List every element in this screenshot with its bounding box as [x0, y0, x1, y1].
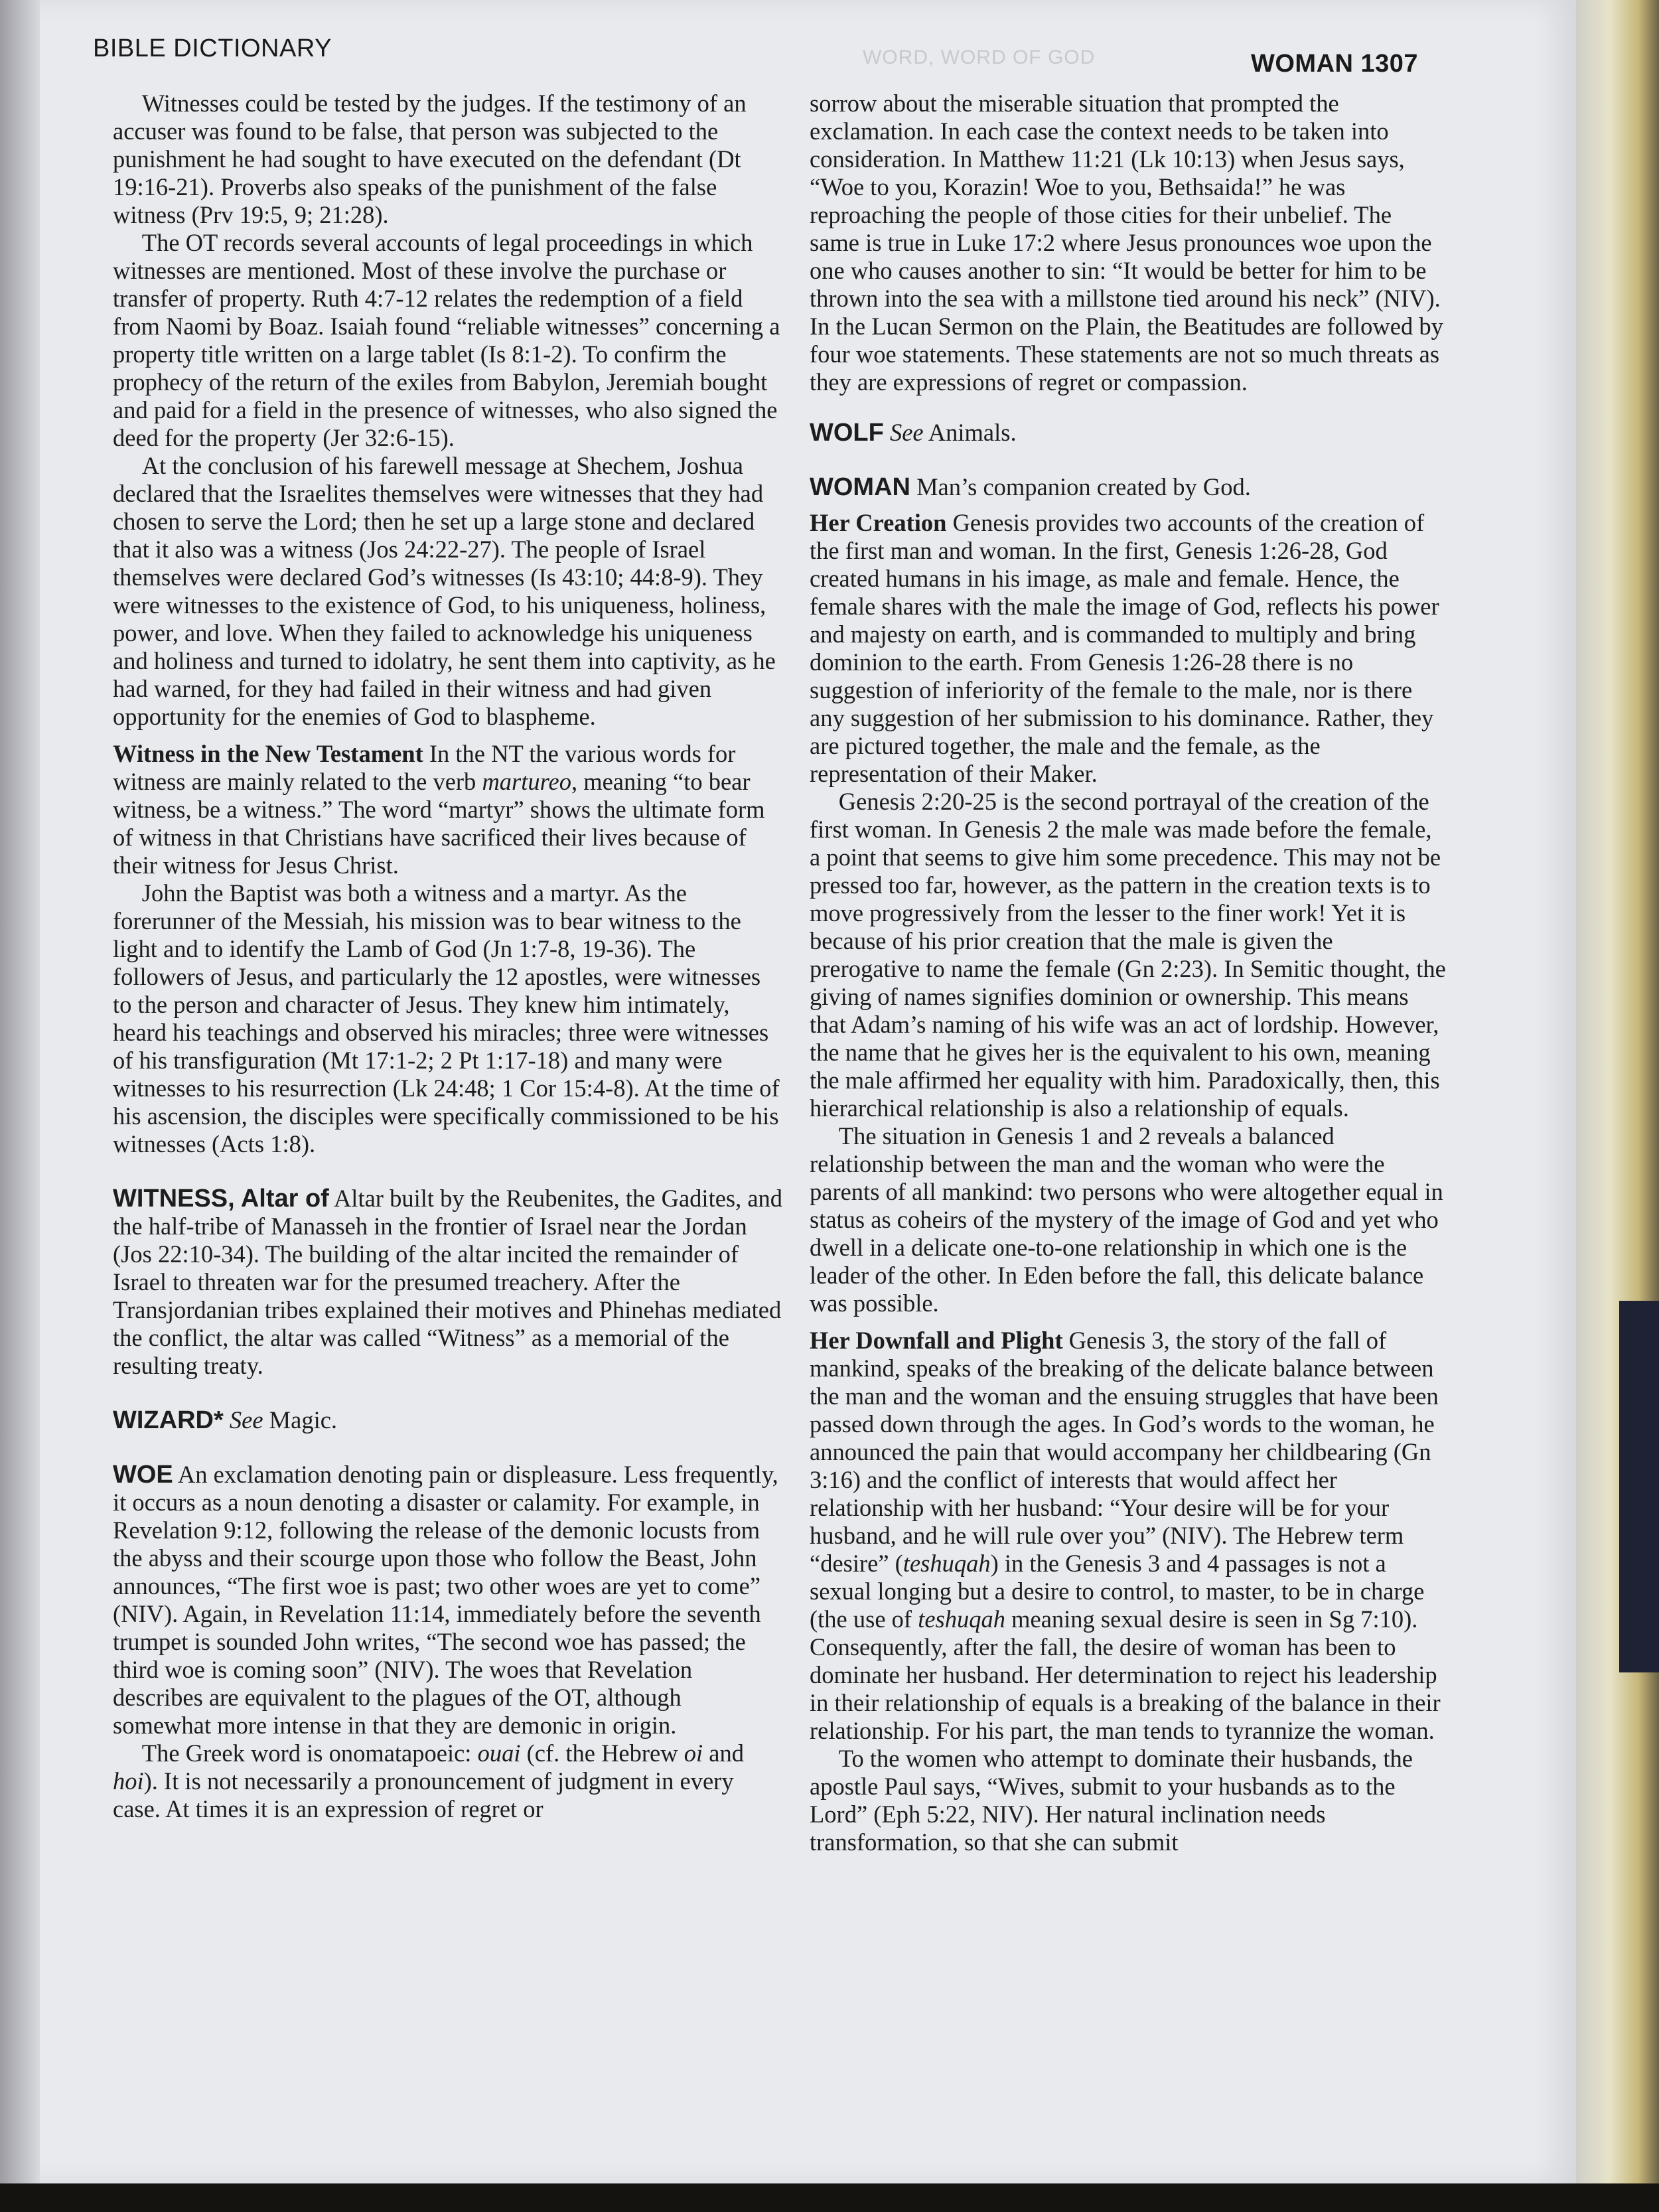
woe-text-b: ). Again, in Revelation 11:14, immediately before the seventh trumpet is sounded John writes, “The second woe has passed; the third woe is coming soon” ( — [113, 1600, 761, 1683]
woe-paragraph-2 — [113, 1739, 783, 1823]
downfall-paragraph-1 — [810, 1327, 1447, 1745]
downfall-d: meaning sexual desire is seen in Sg 7:10). Consequently, after the fall, the desire of woman has been to dominate her husband. Her determination to reject his leadership in their relationship of equals is a breaking of the balance in their relationship. For his part, the man tends to tyrannize the woman. — [810, 1605, 1441, 1744]
entry-woe — [113, 1461, 783, 1823]
running-head-left: BIBLE DICTIONARY — [93, 35, 332, 62]
woe-paragraph-1 — [113, 1461, 783, 1739]
downfall-c: ) in the Genesis 3 and 4 passages is not a sexual longing but a desire to control, to master, to be in charge (the use of — [810, 1550, 1425, 1633]
woe-headword: WOE — [113, 1461, 173, 1489]
nt-text-b: , meaning “to bear witness, be a witness.” The word “martyr” shows the ultimate form of witness in that Christians have sacrificed their lives because of their witness for Jesus Christ. — [113, 768, 765, 879]
woe-cont-b: ). In the Lucan Sermon on the Plain, the Beatitudes are followed by four woe statements. These statements are not so much threats as they are expressions of regret or compassion. — [810, 285, 1443, 396]
wizard-cross-reference[interactable]: Magic. — [269, 1406, 338, 1434]
entry-woman — [810, 473, 1447, 1856]
creation-paragraph-1 — [810, 509, 1447, 788]
running-head-right: WOMAN 1307 — [1251, 50, 1419, 78]
downfall-b: ). The Hebrew term “desire” ( — [810, 1522, 1404, 1577]
creation-paragraph-3: The situation in Genesis 1 and 2 reveals a balanced relationship between the man and the woman who were the parents of all mankind: two persons who were altogether equal in status as coheirs of the mystery of the image of God and yet who dwell in a delicate one-to-one relationship in which one is the leader of the other. In Eden before the fall, this delicate balance was possible. — [810, 1122, 1443, 1317]
woe-text-c: ). The woes that Revelation describes are equivalent to the plagues of the OT, although somewhat more intense in that they are demonic in origin. — [113, 1656, 693, 1739]
woe-p2-d: ). It is not necessarily a pronouncement of judgment in every case. At times it is an expression of regret or — [113, 1767, 734, 1822]
woe-continued — [810, 90, 1447, 396]
show-through-text: WORD, WORD OF GOD — [863, 46, 1096, 68]
entry-witness-altar — [113, 1185, 783, 1380]
niv-abbrev: NIV — [382, 1656, 426, 1683]
downfall-a: Genesis 3, the story of the fall of mankind, speaks of the breaking of the delicate balance between the man and the woman and the ensuing struggles that have been passed down through the ages. In God’s words to the woman, he announced the pain that would accompany her childbearing (Gn 3:16) and the conflict of interests that would affect her relationship with her husband: “Your desire will be for your husband, and he will rule over you” ( — [810, 1327, 1439, 1549]
hebrew-teshuqah: teshuqah — [902, 1550, 991, 1577]
left-column — [113, 90, 783, 1823]
woman-headword: WOMAN — [810, 473, 910, 501]
nt-subhead: Witness in the New Testament — [113, 740, 423, 767]
wolf-cross-reference[interactable]: Animals. — [928, 419, 1017, 446]
hebrew-oi: oi — [684, 1739, 703, 1767]
altar-paragraph — [113, 1185, 783, 1380]
woe-cont-a: sorrow about the miserable situation that prompted the exclamation. In each case the context needs to be taken into consideration. In Matthew 11:21 (Lk 10:13) when Jesus says, “Woe to you, Korazin! Woe to you, Bethsaida!” he was reproaching the people of those cities for their unbelief. The same is true in Luke 17:2 where Jesus pronounces woe upon the one who causes another to sin: “It would be better for him to be thrown into the sea with a millstone tied around his neck” ( — [810, 90, 1432, 312]
woman-def-text: Man’s companion created by God. — [916, 473, 1251, 500]
woe-p2-b: (cf. the Hebrew — [520, 1739, 684, 1767]
downfall-p2-b: ). Her natural inclination needs transformation, so that she can submit — [810, 1801, 1326, 1856]
greek-ouai: ouai — [477, 1739, 521, 1767]
nt-text-a: In the NT the various words for witness are mainly related to the verb — [113, 740, 736, 795]
nt-paragraph-1 — [113, 740, 783, 879]
woe-text-a: An exclamation denoting pain or displeasure. Less frequently, it occurs as a noun denoting a disaster or calamity. For example, in Revelation 9:12, following the release of the demonic locusts from the abyss and their scourge upon those who follow the Beast, John announces, “The first woe is past; two other woes are yet to come” ( — [113, 1461, 778, 1627]
downfall-paragraph-2 — [810, 1745, 1447, 1856]
entry-wolf — [810, 419, 1447, 447]
niv-abbrev: NIV — [1383, 285, 1427, 312]
woe-p2-c: and — [703, 1739, 744, 1767]
altar-headword: WITNESS, Altar of — [113, 1185, 329, 1213]
nt-greek-word: martureo — [482, 768, 571, 795]
right-column — [810, 90, 1447, 1856]
thumb-index-tab — [1619, 1301, 1659, 1672]
woman-definition — [810, 473, 1447, 501]
wolf-headword: WOLF — [810, 419, 884, 447]
creation-text-1: Genesis provides two accounts of the creation of the first man and woman. In the first, Genesis 1:26-28, God created humans in his image, as male and female. Hence, the female shares with the male the image of God, reflects his power and majesty on earth, and is commanded to multiply and bring dominion to the earth. From Genesis 1:26-28 there is no suggestion of inferiority of the female to the male, nor is there any suggestion of her submission to his dominance. Rather, they are pictured together, the male and the female, as the representation of their Maker. — [810, 509, 1439, 787]
niv-abbrev: NIV — [1170, 1522, 1214, 1549]
hebrew-hoi: hoi — [113, 1767, 144, 1795]
wizard-headword: WIZARD* — [113, 1406, 224, 1434]
altar-text: Altar built by the Reubenites, the Gadites, and the half-tribe of Manasseh in the frontier of Israel near the Jordan (Jos 22:10-34). The building of the altar incited the remainder of Israel to threaten war for the presumed treachery. After the Transjordanian tribes explained their motives and Phinehas mediated the conflict, the altar was called “Witness” as a memorial of the resulting treaty. — [113, 1185, 783, 1379]
niv-abbrev: NIV — [121, 1600, 165, 1627]
page-gutter — [0, 0, 40, 2183]
page-edges — [1576, 0, 1659, 2212]
creation-paragraph-2: Genesis 2:20-25 is the second portrayal of the creation of the first woman. In Genesis 2 the male was made before the female, a point that seems to give him some precedence. This may not be pressed too far, however, as the pattern in the creation texts is to move progressively from the lesser to the finer work! Yet it is because of his prior creation that the male is given the prerogative to name the female (Gn 2:23). In Semitic thought, the giving of names signifies dominion or ownership. This means that Adam’s naming of his wife was an act of lordship. However, the name that he gives her is the equivalent to his own, meaning the male affirmed her equality with him. Paradoxically, then, this hierarchical relationship is also a relationship of equals. — [810, 788, 1446, 1122]
witness-paragraph-3: At the conclusion of his farewell message at Shechem, Joshua declared that the Israelites themselves were witnesses that they had chosen to serve the Lord; then he set up a large stone and declared that it also was a witness (Jos 24:22-27). The people of Israel themselves were declared God’s witnesses (Is 43:10; 44:8-9). They were witnesses to the existence of God, to his uniqueness, holiness, power, and love. When they failed to acknowledge his uniqueness and holiness and turned to idolatry, he sent them into captivity, as he had warned, for they had failed in their witness and had given opportunity for the enemies of God to blaspheme. — [113, 452, 776, 730]
downfall-subhead: Her Downfall and Plight — [810, 1327, 1063, 1354]
downfall-p2-a: To the women who attempt to dominate their husbands, the apostle Paul says, “Wives, submit to your husbands as to the Lord” (Eph 5:22, — [810, 1745, 1413, 1828]
wizard-paragraph — [113, 1406, 783, 1434]
wolf-see: See — [889, 419, 924, 446]
woe-p2-a: The Greek word is onomatapoeic: — [141, 1739, 478, 1767]
wizard-see: See — [229, 1406, 263, 1434]
witness-paragraph-2: The OT records several accounts of legal proceedings in which witnesses are mentioned. Most of these involve the purchase or transfer of property. Ruth 4:7-12 relates the redemption of a field from Naomi by Boaz. Isaiah found “reliable witnesses” concerning a property title written on a large tablet (Is 8:1-2). To confirm the prophecy of the return of the exiles from Babylon, Jeremiah bought and paid for a field in the presence of witnesses, who also signed the deed for the property (Jer 32:6-15). — [113, 229, 780, 451]
creation-subhead: Her Creation — [810, 509, 947, 536]
wolf-paragraph — [810, 419, 1447, 447]
table-surface — [0, 2183, 1659, 2212]
nt-paragraph-2: John the Baptist was both a witness and a martyr. As the forerunner of the Messiah, his mission was to bear witness to the light and to identify the Lamb of God (Jn 1:7-8, 19-36). The followers of Jesus, and particularly the 12 apostles, were witnesses to the person and character of Jesus. They knew him intimately, heard his teachings and observed his miracles; three were witnesses of his transfiguration (Mt 17:1-2; 2 Pt 1:17-18) and many were witnesses to his resurrection (Lk 24:48; 1 Cor 15:4-8). At the time of his ascension, the disciples were specifically commissioned to be his witnesses (Acts 1:8). — [113, 879, 780, 1157]
entry-wizard — [113, 1406, 783, 1434]
hebrew-teshuqah: teshuqah — [918, 1605, 1005, 1633]
witness-paragraph-1: Witnesses could be tested by the judges. If the testimony of an accuser was found to be false, that person was subjected to the punishment he had sought to have executed on the defendant (Dt 19:16-21). Proverbs also speaks of the punishment of the false witness (Prv 19:5, 9; 21:28). — [113, 90, 747, 228]
niv-abbrev: NIV — [981, 1801, 1025, 1828]
